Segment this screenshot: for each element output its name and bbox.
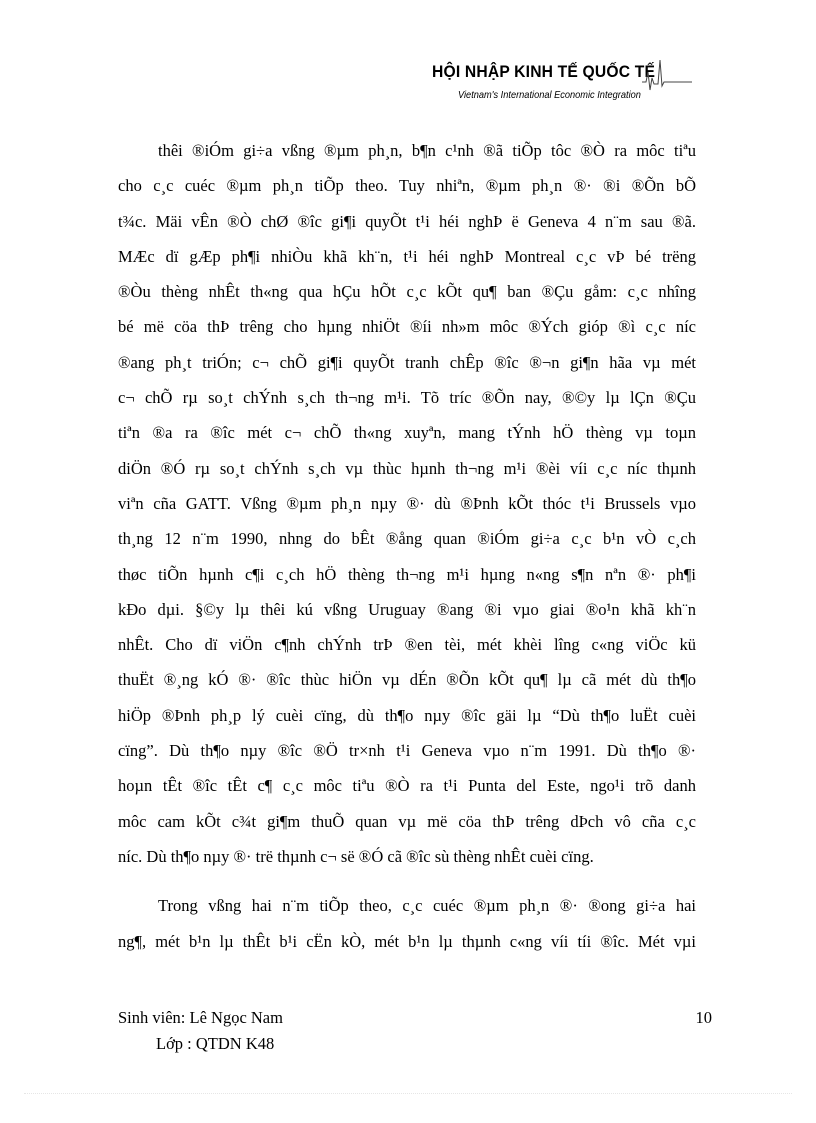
paragraph-line: th¸ng 12 n¨m 1990, nhng do bÊt ®ång quan ®iÓm gi÷a c¸c b¹n vÒ c¸ch: [118, 529, 696, 549]
paragraph-line: níc. Dù th¶o nµy ®· trë thµnh c¬ së ®Ó cã ®îc sù thèng nhÊt cuèi cïng.: [118, 846, 594, 866]
paragraph-line: MÆc dï gÆp ph¶i nhiÒu khã kh¨n, t¹i héi nghÞ Montreal c¸c vÞ bé trëng: [118, 246, 696, 266]
paragraph-line: c¬ chÕ rµ so¸t chÝnh s¸ch th¬ng m¹i. Tõ tríc ®Õn nay, ®©y lµ lÇn ®Çu: [118, 388, 696, 408]
page-number: 10: [695, 1008, 712, 1027]
paragraph-line: cïng”. Dù th¶o nµy ®îc ®Ö tr×nh t¹i Geneva vµo n¨m 1991. Dù th¶o ®·: [118, 741, 696, 761]
footer-class: Lớp : QTDN K48: [156, 1034, 275, 1053]
paragraph-line: cho c¸c cuéc ®µm ph¸n tiÕp theo. Tuy nhiªn, ®µm ph¸n ®· ®i ®Õn bÕ: [118, 176, 696, 196]
paragraph-line: thøc tiÕn hµnh c¶i c¸ch hÖ thèng th¬ng m¹i hµng n«ng s¶n nªn ®· ph¶i: [118, 564, 696, 584]
paragraph-line: diÖn ®Ó rµ so¸t chÝnh s¸ch vµ thùc hµnh th¬ng m¹i ®èi víi c¸c níc thµnh: [118, 458, 696, 478]
paragraph-line: nhÊt. Cho dï viÖn c¶nh chÝnh trÞ ®en tèi, mét khèi lîng c«ng viÖc kü: [118, 635, 696, 655]
paragraph-line: ng¶, mét b¹n lµ thÊt b¹i cËn kÒ, mét b¹n lµ thµnh c«ng víi tíi ®îc. Mét vµi: [118, 931, 696, 951]
pulse-wave-icon: [642, 56, 692, 106]
header-logo: [418, 56, 690, 116]
paragraph-line: ®ang ph¸t triÓn; c¬ chÕ gi¶i quyÕt tranh chÊp ®îc ®¬n gi¶n hãa vµ mét: [118, 352, 696, 372]
page-bottom-rule: [24, 1093, 792, 1094]
footer-student: Sinh viên: Lê Ngọc Nam: [118, 1008, 283, 1027]
header-title: HỘI NHẬP KINH TẾ QUỐC TẾ: [432, 62, 656, 81]
paragraph-gap: [118, 874, 696, 888]
paragraph-line: tiªn ®a ra ®îc mét c¬ chÕ th«ng xuyªn, mang tÝnh hÖ thèng vµ toµn: [118, 423, 696, 443]
header-subtitle: Vietnam's International Economic Integration: [458, 89, 641, 101]
paragraph-line: hiÖp ®Þnh ph¸p lý cuèi cïng, dù th¶o nµy ®îc gäi lµ “Dù th¶o luËt cuèi: [118, 705, 696, 725]
paragraph-line: môc cam kÕt c¾t gi¶m thuÕ quan vµ më cöa thÞ trêng dÞch vô cña c¸c: [118, 811, 696, 831]
paragraph-line: hoµn tÊt ®îc tÊt c¶ c¸c môc tiªu ®Ò ra t¹i Punta del Este, ngo¹i trõ danh: [118, 776, 696, 796]
paragraph-line: thêi ®iÓm gi÷a vßng ®µm ph¸n, b¶n c¹nh ®ã tiÕp tôc ®Ò ra môc tiªu: [158, 141, 696, 160]
paragraph-line: t¾c. Mäi vÊn ®Ò chØ ®îc gi¶i quyÕt t¹i héi nghÞ ë Geneva 4 n¨m sau ®ã.: [118, 211, 696, 231]
paragraph-line: bé më cöa thÞ trêng cho hµng nhiÖt ®íi nh»m môc ®Ých gióp ®ì c¸c níc: [118, 317, 696, 337]
page-footer: [118, 1005, 712, 1057]
paragraph-line: kÐo dµi. §©y lµ thêi kú vßng Uruguay ®ang ®i vµo giai ®o¹n khã kh¨n: [118, 599, 696, 619]
paragraph-line: Trong vßng hai n¨m tiÕp theo, c¸c cuéc ®µm ph¸n ®· ®ong gi÷a hai: [158, 896, 696, 916]
body-text: [118, 133, 696, 959]
paragraph-line: viªn cña GATT. Vßng ®µm ph¸n nµy ®· dù ®Þnh kÕt thóc t¹i Brussels vµo: [118, 493, 696, 513]
paragraph-line: ®Òu thèng nhÊt th«ng qua hÇu hÕt c¸c kÕt qu¶ ban ®Çu gåm: c¸c nhîng: [118, 282, 696, 302]
paragraph-line: thuËt ®¸ng kÓ ®· ®îc thùc hiÖn vµ dÉn ®Õn kÕt qu¶ lµ cã mét dù th¶o: [118, 670, 696, 690]
